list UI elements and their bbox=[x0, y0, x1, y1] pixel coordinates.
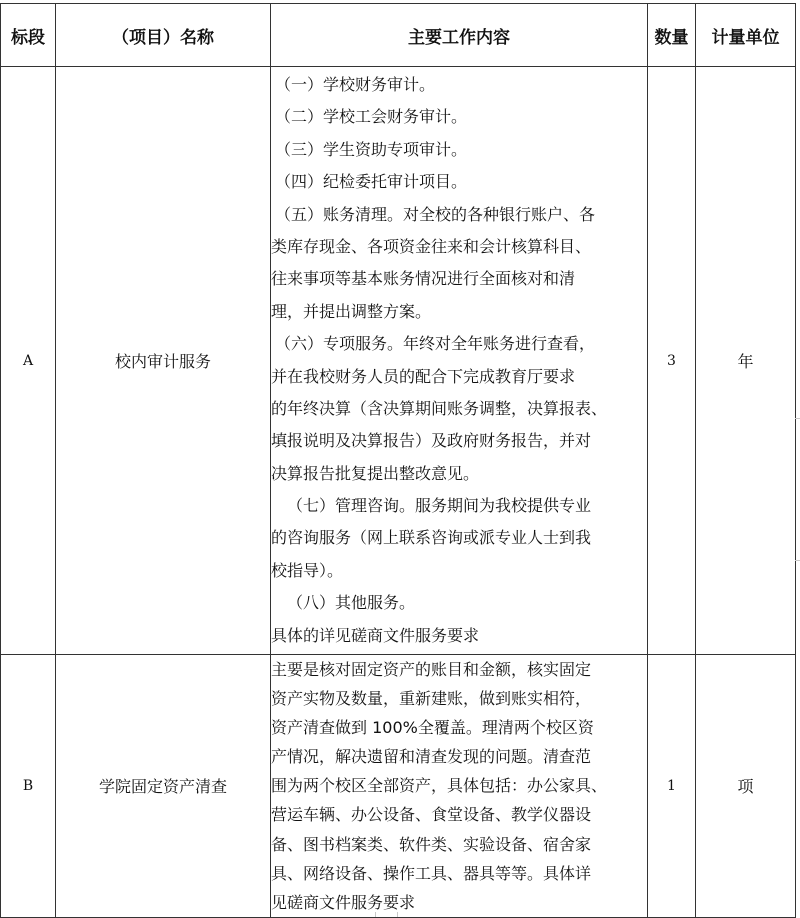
content-cell bbox=[271, 67, 648, 655]
content-line: 的咨询服务（网上联系咨询或派专业人士到我 bbox=[271, 528, 592, 548]
unit-cell: 项 bbox=[696, 655, 796, 918]
table-row bbox=[1, 655, 796, 918]
procurement-table bbox=[0, 3, 796, 918]
content-line: 的年终决算（含决算期间账务调整，决算报表、 bbox=[271, 398, 608, 418]
content-line: 产情况，解决遗留和清查发现的问题。清查范 bbox=[271, 747, 592, 767]
header-row bbox=[1, 4, 796, 67]
content-line: 类库存现金、各项资金往来和会计核算科目、 bbox=[271, 236, 592, 256]
content-line: （一）学校财务审计。 bbox=[275, 75, 436, 94]
content-line: 围为两个校区全部资产，具体包括：办公家具、 bbox=[271, 776, 608, 796]
content-line: （二）学校工会财务审计。 bbox=[275, 107, 468, 127]
content-line: 填报说明及决算报告）及政府财务报告，并对 bbox=[271, 431, 592, 451]
content-line: （三）学生资助专项审计。 bbox=[275, 139, 468, 159]
content-line: 具体的详见磋商文件服务要求 bbox=[271, 625, 480, 645]
content-line: （五）账务清理。对全校的各种银行账户、各 bbox=[275, 204, 596, 224]
cell-gridline-fragment bbox=[795, 560, 800, 561]
table-row bbox=[1, 67, 796, 655]
section-cell: A bbox=[1, 67, 56, 655]
content-line: 营运车辆、办公设备、食堂设备、教学仪器设 bbox=[271, 805, 592, 825]
cell-gridline-fragment bbox=[375, 912, 376, 917]
content-line: 备、图书档案类、软件类、实验设备、宿舍家 bbox=[271, 834, 592, 854]
content-line: 决算报告批复提出整改意见。 bbox=[271, 463, 480, 483]
project-name-cell: 校内审计服务 bbox=[56, 67, 271, 655]
header-unit: 计量单位 bbox=[696, 4, 796, 67]
content-cell bbox=[271, 655, 648, 918]
content-line: 见磋商文件服务要求 bbox=[271, 892, 416, 912]
content-line: 具、网络设备、操作工具、器具等等。具体详 bbox=[271, 863, 592, 883]
project-name-cell: 学院固定资产清查 bbox=[56, 655, 271, 918]
quantity-cell: 3 bbox=[648, 67, 696, 655]
quantity-cell: 1 bbox=[648, 655, 696, 918]
content-line: 并在我校财务人员的配合下完成教育厅要求 bbox=[271, 366, 576, 386]
header-section: 标段 bbox=[1, 4, 56, 67]
content-line: 资产实物及数量，重新建账，做到账实相符， bbox=[271, 689, 592, 709]
cell-gridline-fragment bbox=[397, 912, 398, 917]
content-line: （七）管理咨询。服务期间为我校提供专业 bbox=[287, 496, 592, 516]
content-line: （四）纪检委托审计项目。 bbox=[275, 172, 468, 192]
content-line: （六）专项服务。年终对全年账务进行查看， bbox=[275, 334, 596, 354]
content-line: （八）其他服务。 bbox=[287, 593, 416, 613]
section-cell: B bbox=[1, 655, 56, 918]
header-main-content: 主要工作内容 bbox=[271, 4, 648, 67]
content-line: 往来事项等基本账务情况进行全面核对和清 bbox=[271, 269, 576, 289]
content-line: 理，并提出调整方案。 bbox=[271, 301, 432, 321]
content-line: 校指导）。 bbox=[271, 560, 344, 580]
unit-cell: 年 bbox=[696, 67, 796, 655]
header-quantity: 数量 bbox=[648, 4, 696, 67]
content-line: 资产清查做到 100%全覆盖。理清两个校区资 bbox=[271, 718, 594, 738]
header-project-name: （项目）名称 bbox=[56, 4, 271, 67]
cell-gridline-fragment bbox=[795, 418, 800, 419]
content-line: 主要是核对固定资产的账目和金额，核实固定 bbox=[271, 660, 592, 679]
